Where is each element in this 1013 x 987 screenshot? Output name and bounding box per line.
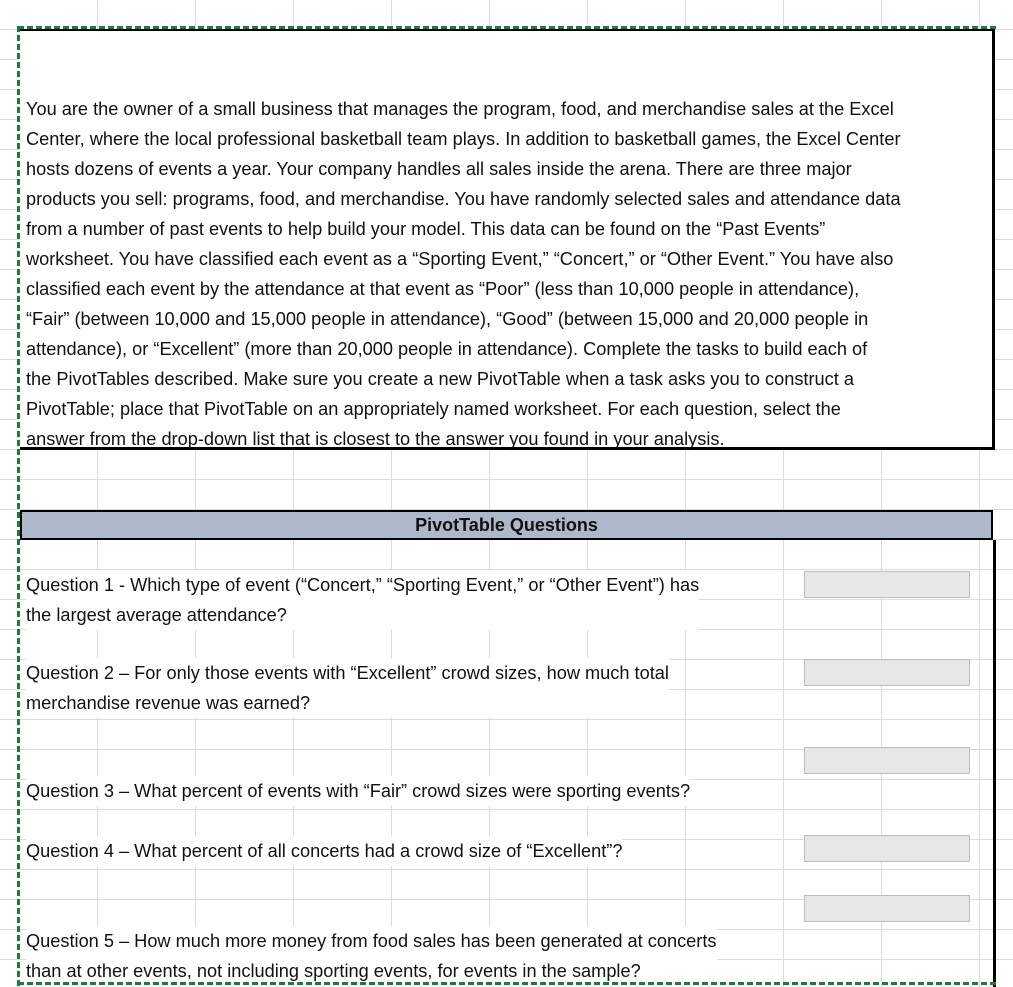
question-3[interactable] (26, 776, 690, 806)
answer-dropdown-question-2[interactable] (804, 659, 970, 686)
question-5-line-1: Question 5 – How much more money from food sales has been generated at concerts (26, 931, 717, 951)
question-5[interactable] (26, 926, 717, 986)
question-1[interactable] (26, 570, 699, 630)
intro-line: the PivotTables described. Make sure you create a new PivotTable when a task asks you to construct a (26, 369, 854, 389)
question-2[interactable] (26, 658, 669, 718)
question-1-line-2: the largest average attendance? (26, 605, 287, 625)
intro-line: classified each event by the attendance at that event as “Poor” (less than 10,000 people in attendance), (26, 279, 860, 299)
intro-line: answer from the drop-down list that is closest to the answer you found in your analysis. (26, 429, 725, 449)
answer-dropdown-question-4[interactable] (804, 835, 970, 862)
question-5-line-2: than at other events, not including sporting events, for events in the sample? (26, 961, 641, 981)
question-2-line-1: Question 2 – For only those events with “Excellent” crowd sizes, how much total (26, 663, 669, 683)
intro-text (26, 94, 991, 454)
answer-dropdown-question-1[interactable] (804, 571, 970, 598)
answer-dropdown-question-3[interactable] (804, 747, 970, 774)
intro-line: attendance), or “Excellent” (more than 20,000 people in attendance). Complete the tasks to build each of (26, 339, 868, 359)
question-4[interactable] (26, 836, 622, 866)
intro-line: hosts dozens of events a year. Your company handles all sales inside the arena. There are three major (26, 159, 852, 179)
question-1-line-1: Question 1 - Which type of event (“Concert,” “Sporting Event,” or “Other Event”) has (26, 575, 700, 595)
copy-marquee-bottom (18, 982, 996, 985)
question-3-line-1: Question 3 – What percent of events with “Fair” crowd sizes were sporting events? (26, 781, 691, 801)
intro-merged-cell[interactable] (20, 29, 995, 450)
intro-line: You are the owner of a small business that manages the program, food, and merchandise sales at the Excel (26, 99, 894, 119)
intro-line: from a number of past events to help build your model. This data can be found on the “Past Events” (26, 219, 826, 239)
intro-line: Center, where the local professional basketball team plays. In addition to basketball games, the Excel Center (26, 129, 901, 149)
pivottable-questions-header[interactable]: PivotTable Questions (20, 510, 993, 540)
intro-line: worksheet. You have classified each event as a “Sporting Event,” “Concert,” or “Other Event.” You have also (26, 249, 894, 269)
question-4-line-1: Question 4 – What percent of all concerts had a crowd size of “Excellent”? (26, 841, 623, 861)
intro-line: PivotTable; place that PivotTable on an appropriately named worksheet. For each question, select the (26, 399, 841, 419)
intro-line: products you sell: programs, food, and merchandise. You have randomly selected sales and attendance data (26, 189, 901, 209)
question-2-line-2: merchandise revenue was earned? (26, 693, 311, 713)
intro-line: “Fair” (between 10,000 and 15,000 people in attendance), “Good” (between 15,000 and 20,000 people in (26, 309, 869, 329)
answer-dropdown-question-5[interactable] (804, 895, 970, 922)
